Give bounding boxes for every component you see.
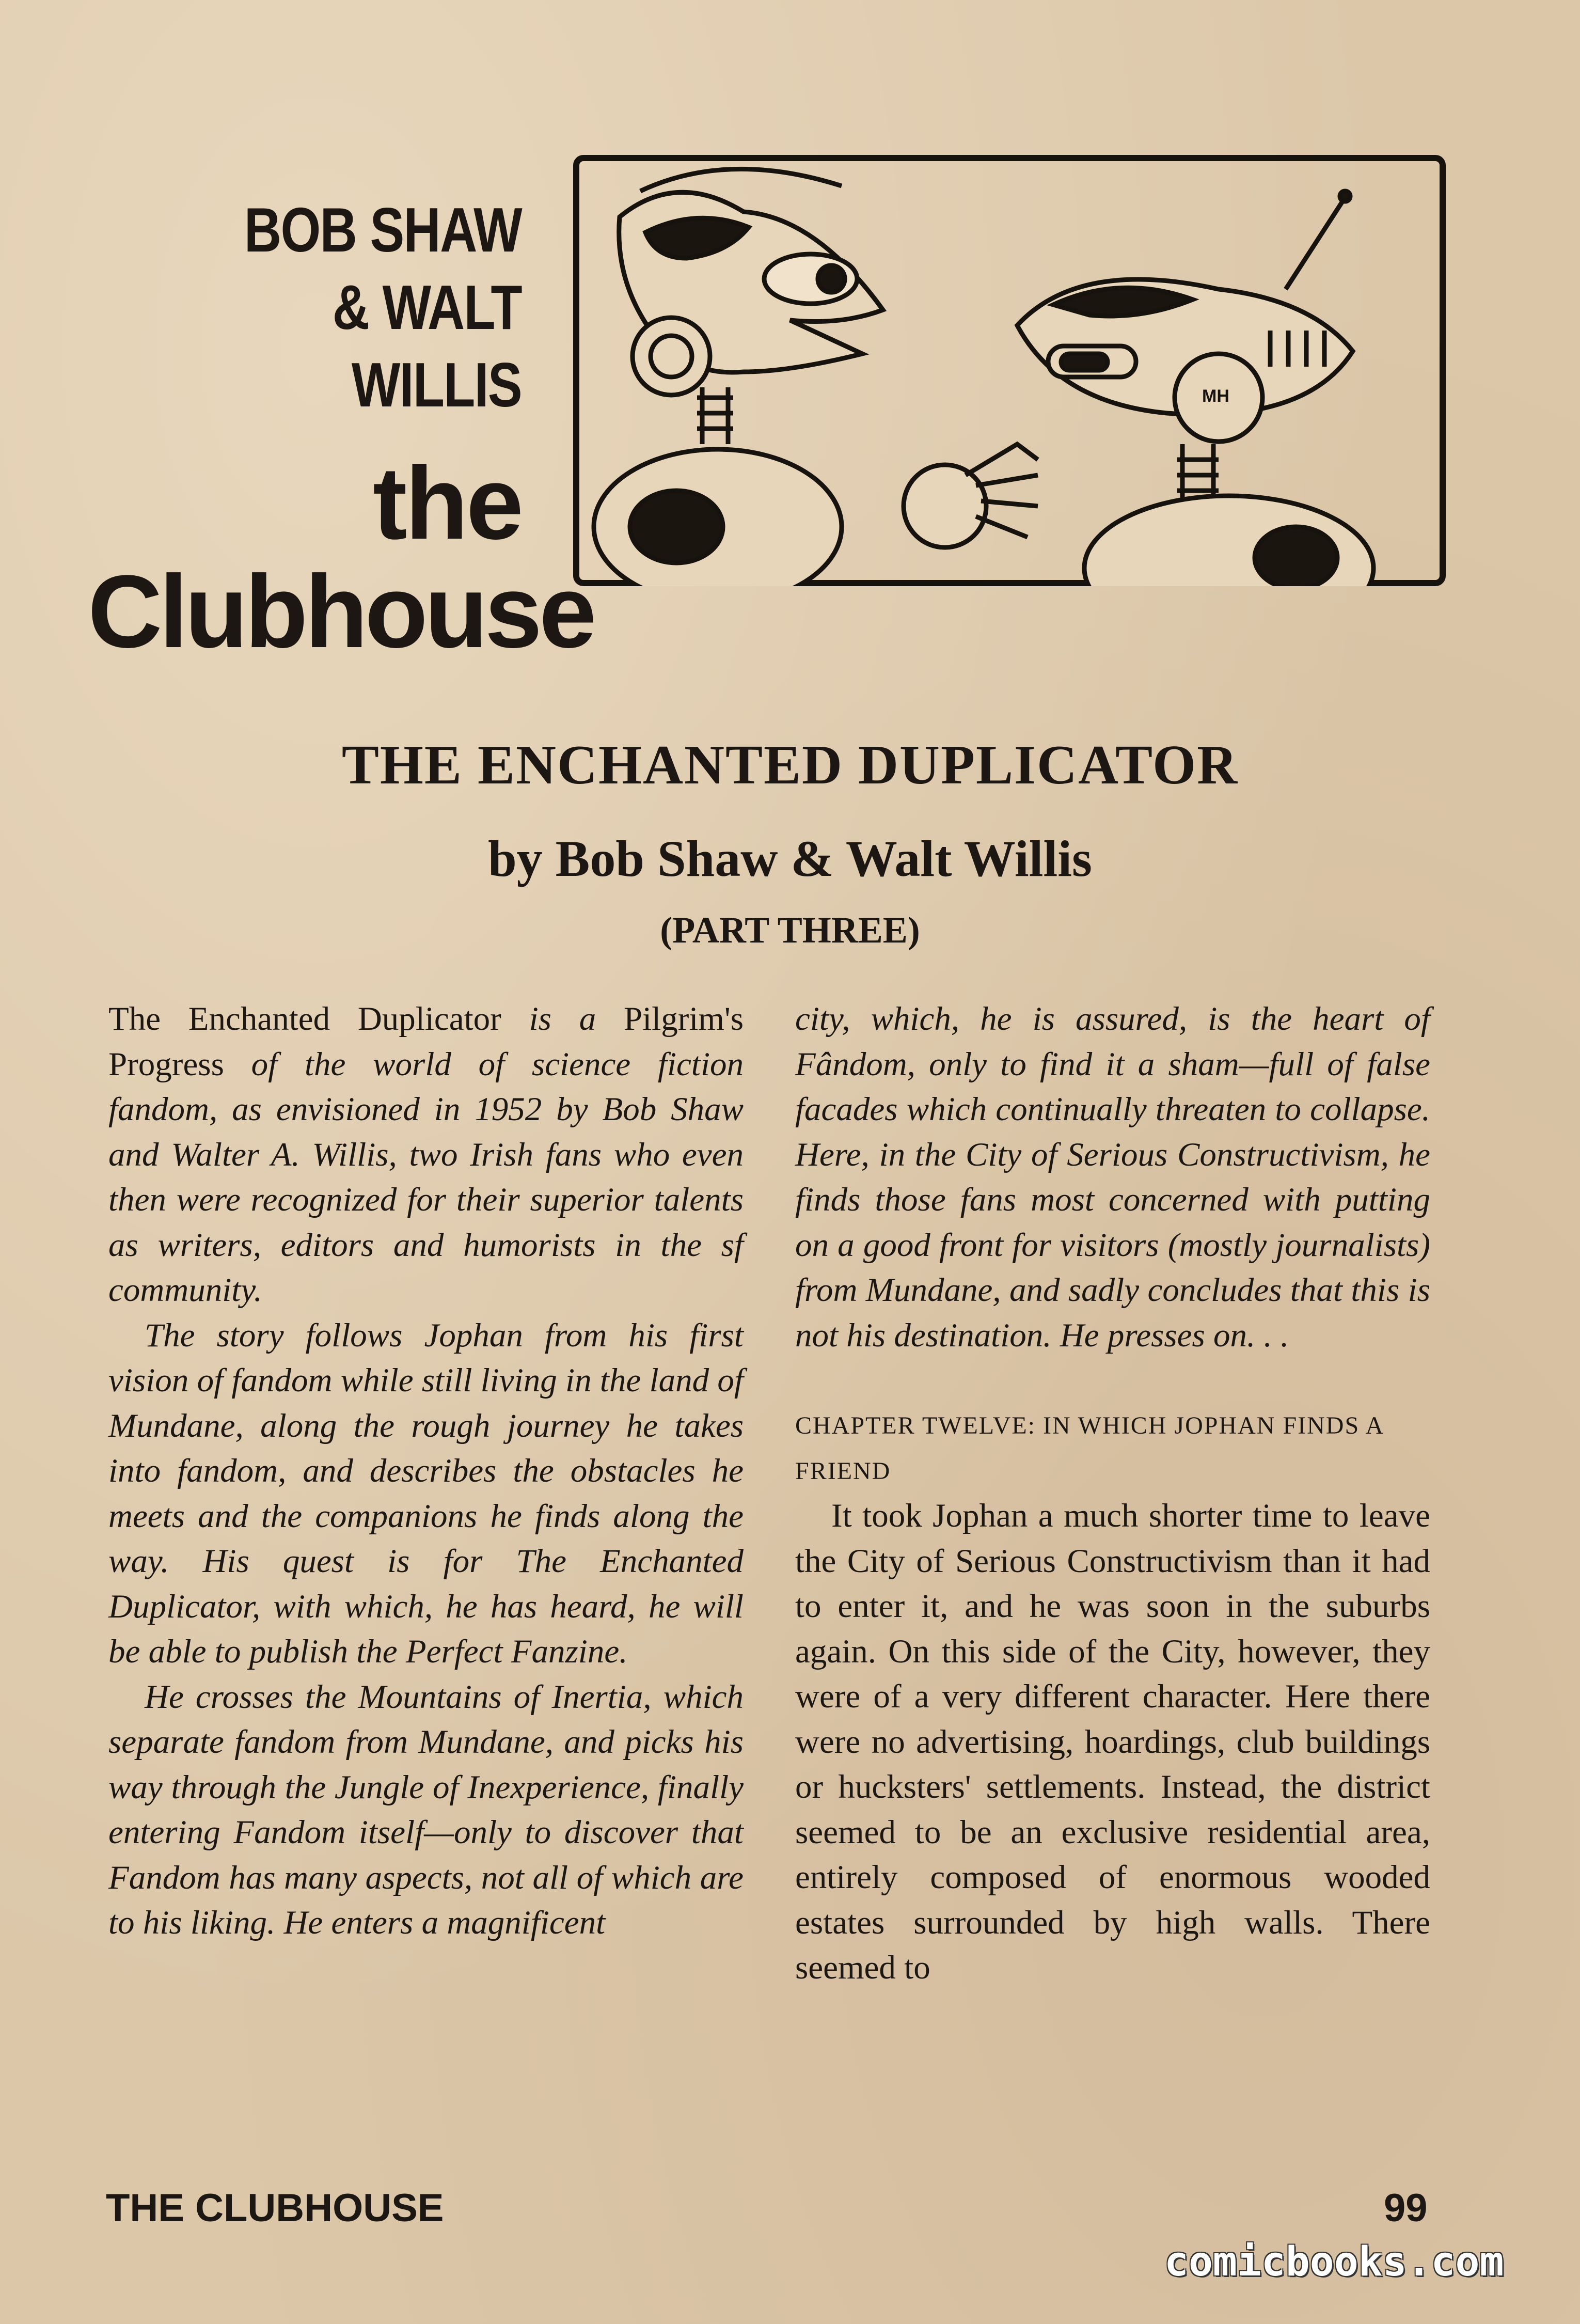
intro-p1-seg-1: The Enchanted Duplicator xyxy=(108,1000,501,1038)
footer-section-name: THE CLUBHOUSE xyxy=(106,2186,444,2230)
intro-paragraph-1 xyxy=(108,997,744,1313)
intro-paragraph-2: The story follows Jophan from his first vision of fandom while still living in the land of Mundane, along the rough journey he takes into fandom, and describes the obstacles he meets and the companions he finds along the way. His quest is for The Enchanted Duplicator, with which, he has heard, he will be able to publish the Perfect Fanzine. xyxy=(108,1316,744,1670)
intro-p1-seg-3: Pilgrim's Progress xyxy=(108,1000,744,1083)
intro-paragraph-3: He crosses the Mountains of Inertia, which separate fandom from Mundane, and picks his way through the Jungle of Inexperience, finally entering Fandom itself—only to discover that Fandom has many aspects, not all of which are to his liking. He enters a magnificent xyxy=(108,1678,744,1941)
left-column xyxy=(108,997,744,1946)
intro-p1-seg-4: of the world of science fiction fandom, as envisioned in 1952 by Bob Shaw and Walter A. Willis, two Irish fans who even then were recognized for their superior talents as writers, editors and humorists in the sf community. xyxy=(108,1045,744,1309)
artist-signature: MH xyxy=(1202,386,1229,406)
right-robot xyxy=(1017,191,1373,586)
column-header xyxy=(88,191,594,669)
page-number: 99 xyxy=(1384,2186,1428,2230)
story-title: THE ENCHANTED DUPLICATOR xyxy=(341,734,1239,796)
intro-paragraph-continued: city, which, he is assured, is the heart of Fândom, only to find it a sham—full of false facades which continually threaten to collapse. Here, in the City of Serious Constructivism, he finds those fans most concerned with putting on a good front for visitors (mostly journalists) from Mundane, and sadly concludes that this is not his destination. He presses on. . . xyxy=(795,1000,1430,1354)
column-author-line-2: & WALT WILLIS xyxy=(332,272,522,420)
left-robot xyxy=(594,169,1038,586)
intro-p1-seg-2: is a xyxy=(501,1000,624,1038)
site-watermark: comicbooks.com xyxy=(1164,2239,1504,2285)
column-name-the: the xyxy=(373,446,522,561)
right-column xyxy=(795,997,1430,1991)
chapter-heading: CHAPTER TWELVE: IN WHICH JOPHAN FINDS A FRIEND xyxy=(795,1412,1383,1485)
chapter-body: It took Jophan a much shorter time to leave the City of Serious Constructivism than it had to enter it, and he was soon in the suburbs again. On this side of the City, however, they were of a very different character. Here there were no advertising, hoardings, club buildings or hucksters' settlements. Instead, the district seemed to be an exclusive residential area, entirely composed of enormous wooded estates surrounded by high walls. There seemed to xyxy=(795,1497,1430,1986)
column-author-line-1: BOB SHAW xyxy=(244,195,522,265)
story-byline: by Bob Shaw & Walt Willis xyxy=(488,830,1092,887)
robots-illustration xyxy=(573,155,1446,586)
column-name-clubhouse: Clubhouse xyxy=(88,554,594,669)
story-part: (PART THREE) xyxy=(660,909,920,951)
